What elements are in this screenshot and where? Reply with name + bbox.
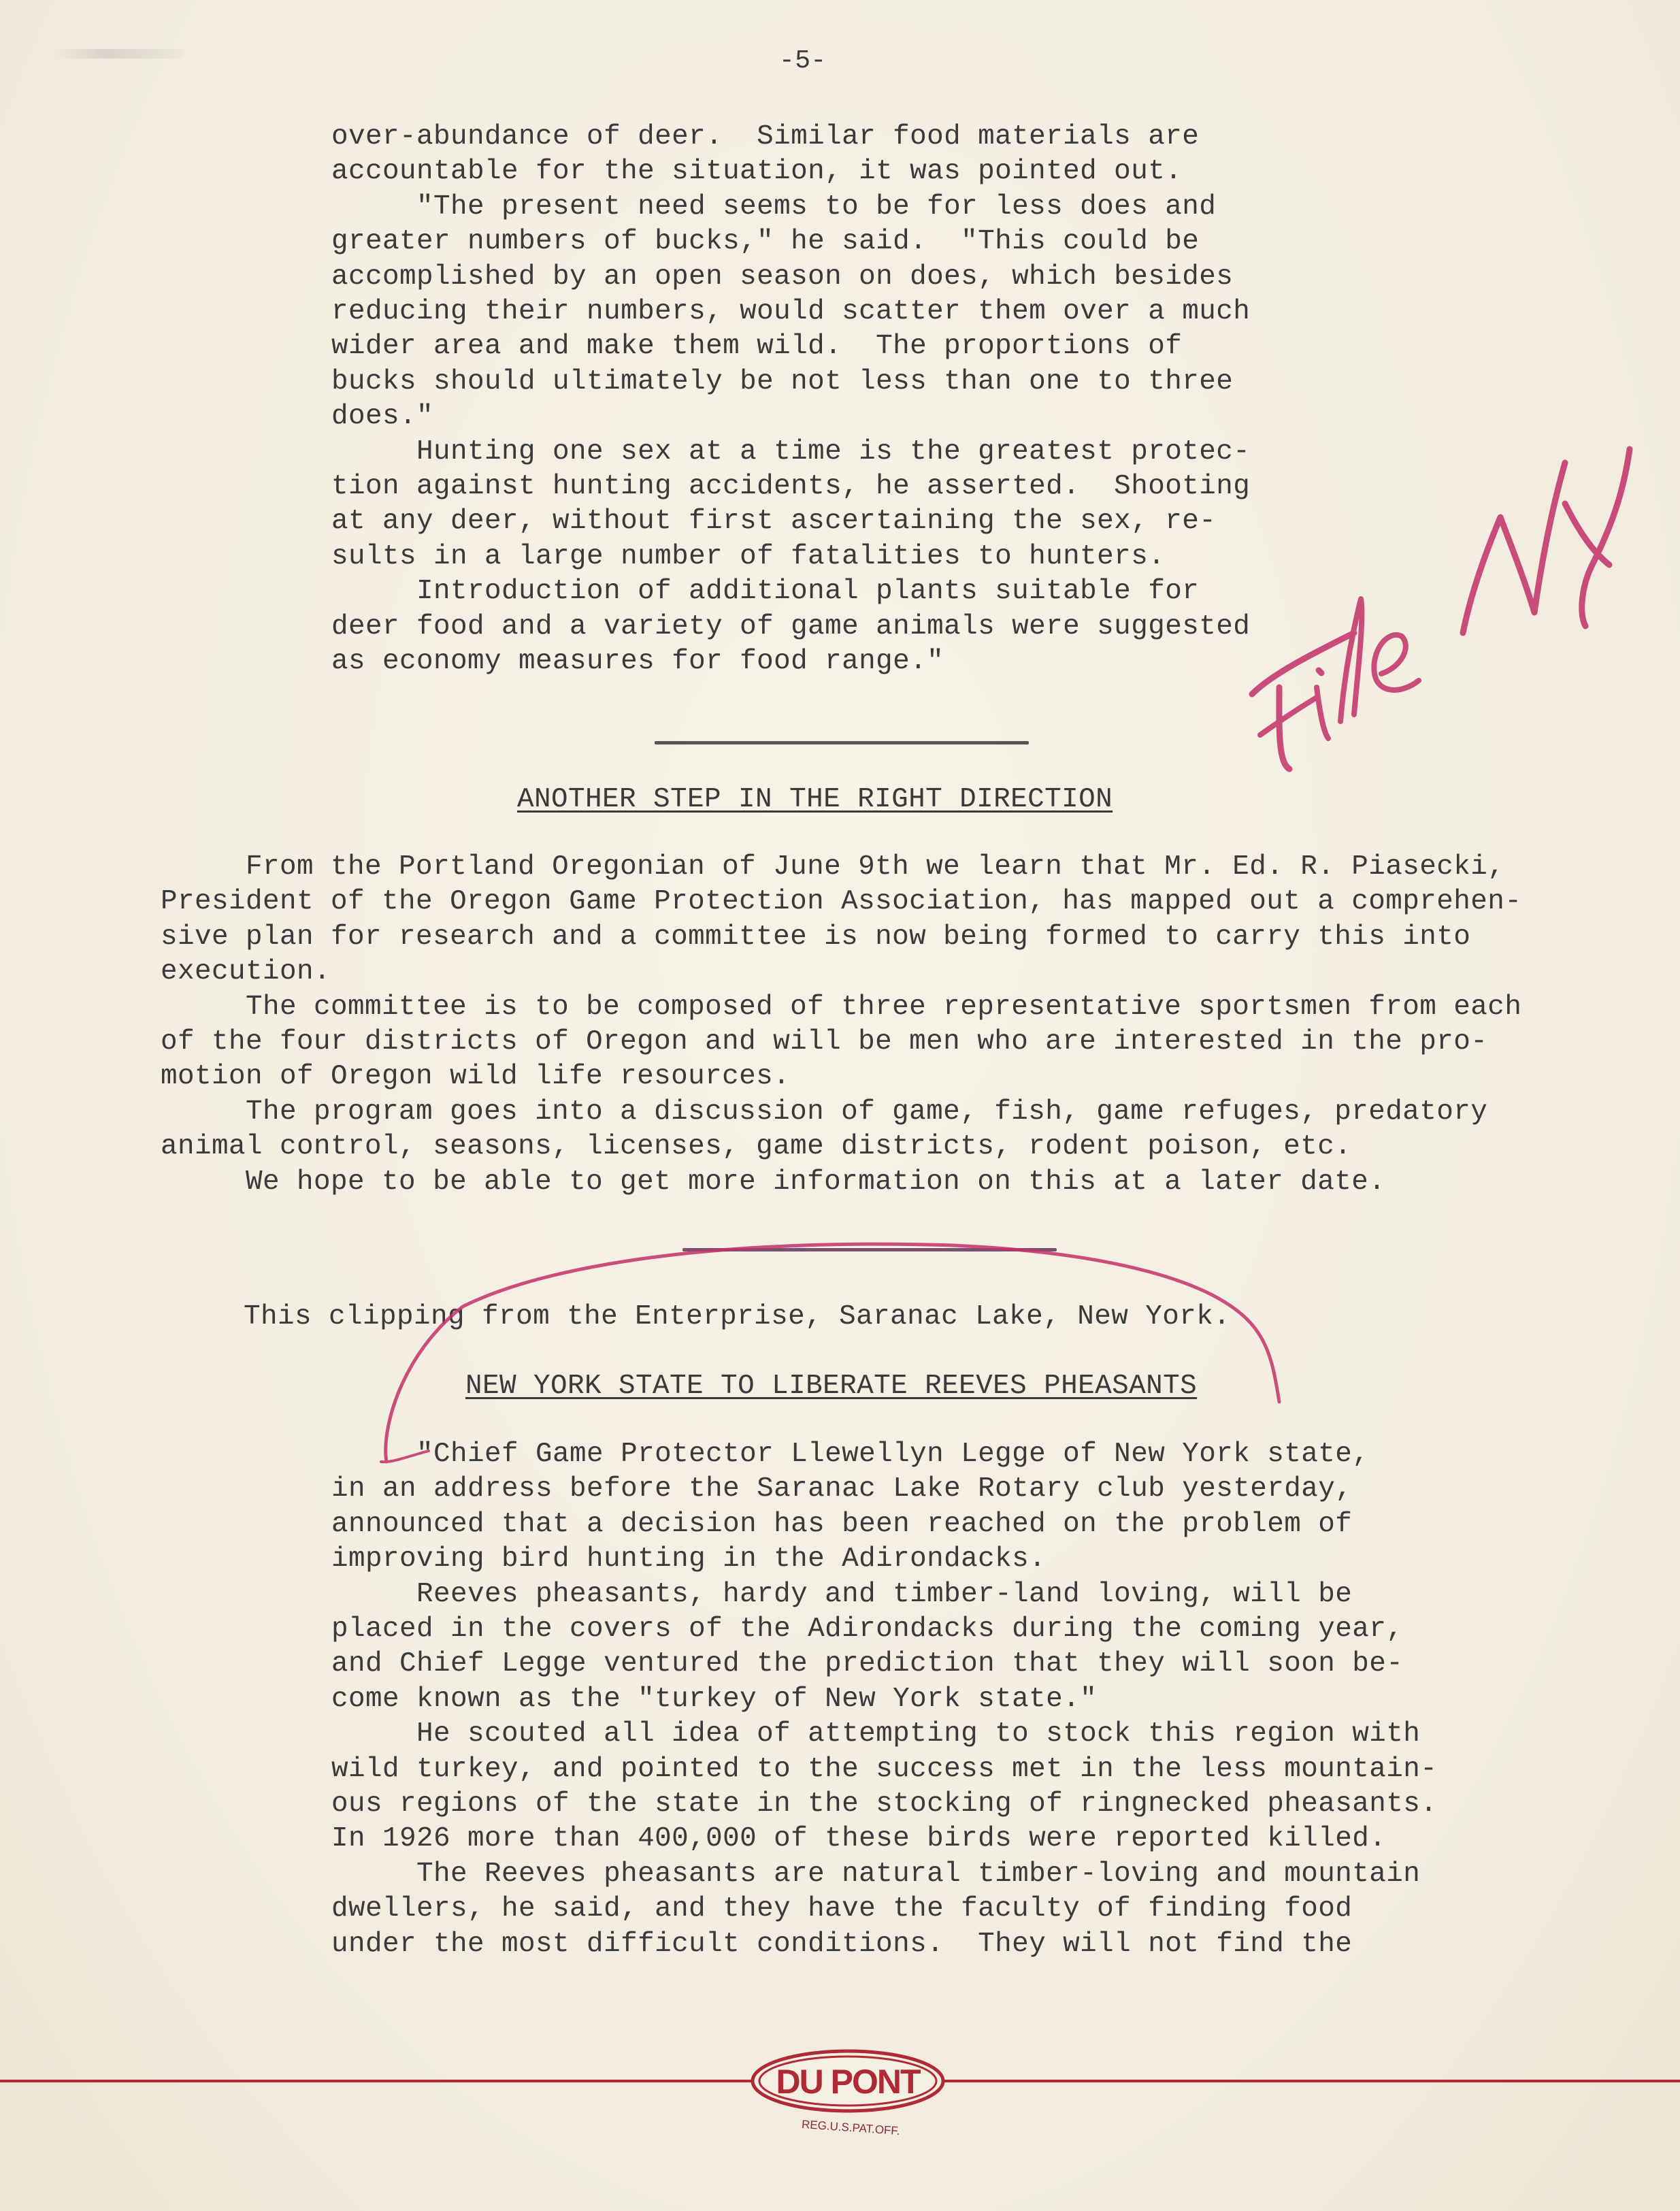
text-line: President of the Oregon Game Protection Association, has mapped out a comprehen-	[161, 886, 1522, 918]
text-line: in an address before the Saranac Lake Rotary club yesterday,	[331, 1473, 1353, 1505]
trademark-text: REG.U.S.PAT.OFF.	[801, 2117, 901, 2138]
text-line: Hunting one sex at a time is the greatest protec-	[331, 436, 1251, 468]
text-line: improving bird hunting in the Adirondacks.	[331, 1543, 1047, 1575]
text-line: wild turkey, and pointed to the success met in the less mountain-	[331, 1753, 1438, 1785]
section-divider-2	[682, 1248, 1057, 1251]
text-line: accountable for the situation, it was pointed out.	[331, 156, 1183, 188]
text-line: greater numbers of bucks," he said. "This could be	[331, 226, 1200, 258]
footer-rule-left	[0, 2080, 753, 2082]
text-line: wider area and make them wild. The proportions of	[331, 331, 1183, 363]
text-line: animal control, seasons, licenses, game districts, rodent poison, etc.	[161, 1131, 1352, 1163]
paper-smudge	[54, 49, 184, 59]
text-line: bucks should ultimately be not less than one to three	[331, 365, 1234, 397]
text-line: From the Portland Oregonian of June 9th we learn that Mr. Ed. R. Piasecki,	[161, 851, 1505, 883]
text-line: The Reeves pheasants are natural timber-loving and mountain	[331, 1858, 1421, 1890]
text-line: as economy measures for food range."	[331, 646, 944, 678]
text-line: does."	[331, 401, 434, 433]
text-line: placed in the covers of the Adirondacks during the coming year,	[331, 1614, 1404, 1645]
text-line: accomplished by an open season on does, which besides	[331, 261, 1234, 293]
text-line: motion of Oregon wild life resources.	[161, 1061, 791, 1093]
text-line: execution.	[161, 956, 331, 988]
text-line: deer food and a variety of game animals were suggested	[331, 610, 1251, 642]
heading-another-step: ANOTHER STEP IN THE RIGHT DIRECTION	[517, 784, 1113, 815]
dupont-logo	[748, 2047, 947, 2142]
text-line: The program goes into a discussion of game, fish, game refuges, predatory	[161, 1096, 1488, 1128]
text-line: In 1926 more than 400,000 of these birds were reported killed.	[331, 1823, 1387, 1855]
text-line: sults in a large number of fatalities to hunters.	[331, 540, 1166, 572]
page-number: -5-	[779, 46, 827, 76]
text-line: reducing their numbers, would scatter them over a much	[331, 296, 1251, 328]
heading-new-york-pheasants: NEW YORK STATE TO LIBERATE REEVES PHEASANTS	[465, 1371, 1198, 1402]
text-line: dwellers, he said, and they have the faculty of finding food	[331, 1893, 1353, 1925]
pheasant-article	[331, 1437, 1437, 1962]
oregon-article	[161, 850, 1521, 1200]
clipping-intro: This clipping from the Enterprise, Saranac Lake, New York.	[244, 1301, 1231, 1332]
footer-rule-right	[943, 2080, 1680, 2082]
text-line: of the four districts of Oregon and will be men who are interested in the pro-	[161, 1026, 1488, 1058]
text-line: come known as the "turkey of New York state."	[331, 1683, 1098, 1715]
text-line: tion against hunting accidents, he asserted. Shooting	[331, 471, 1251, 503]
text-line: The committee is to be composed of three representative sportsmen from each	[161, 991, 1522, 1023]
text-line: "The present need seems to be for less does and	[331, 191, 1217, 223]
continued-article	[331, 120, 1250, 680]
text-line: Introduction of additional plants suitable for	[331, 576, 1200, 608]
text-line: and Chief Legge ventured the prediction that they will soon be-	[331, 1648, 1404, 1680]
text-line: We hope to be able to get more information on this at a later date.	[161, 1166, 1386, 1198]
text-line: announced that a decision has been reached on the problem of	[331, 1508, 1353, 1540]
logo-text: DU PONT	[776, 2063, 920, 2101]
text-line: over-abundance of deer. Similar food materials are	[331, 121, 1200, 152]
text-line: "Chief Game Protector Llewellyn Legge of New York state,	[331, 1439, 1370, 1470]
text-line: sive plan for research and a committee is now being formed to carry this into	[161, 921, 1471, 953]
text-line: under the most difficult conditions. They will not find the	[331, 1928, 1353, 1960]
text-line: ous regions of the state in the stocking of ringnecked pheasants.	[331, 1788, 1438, 1820]
section-divider	[655, 741, 1029, 744]
text-line: Reeves pheasants, hardy and timber-land loving, will be	[331, 1578, 1353, 1610]
text-line: He scouted all idea of attempting to stock this region with	[331, 1718, 1421, 1750]
text-line: at any deer, without first ascertaining the sex, re-	[331, 506, 1217, 538]
